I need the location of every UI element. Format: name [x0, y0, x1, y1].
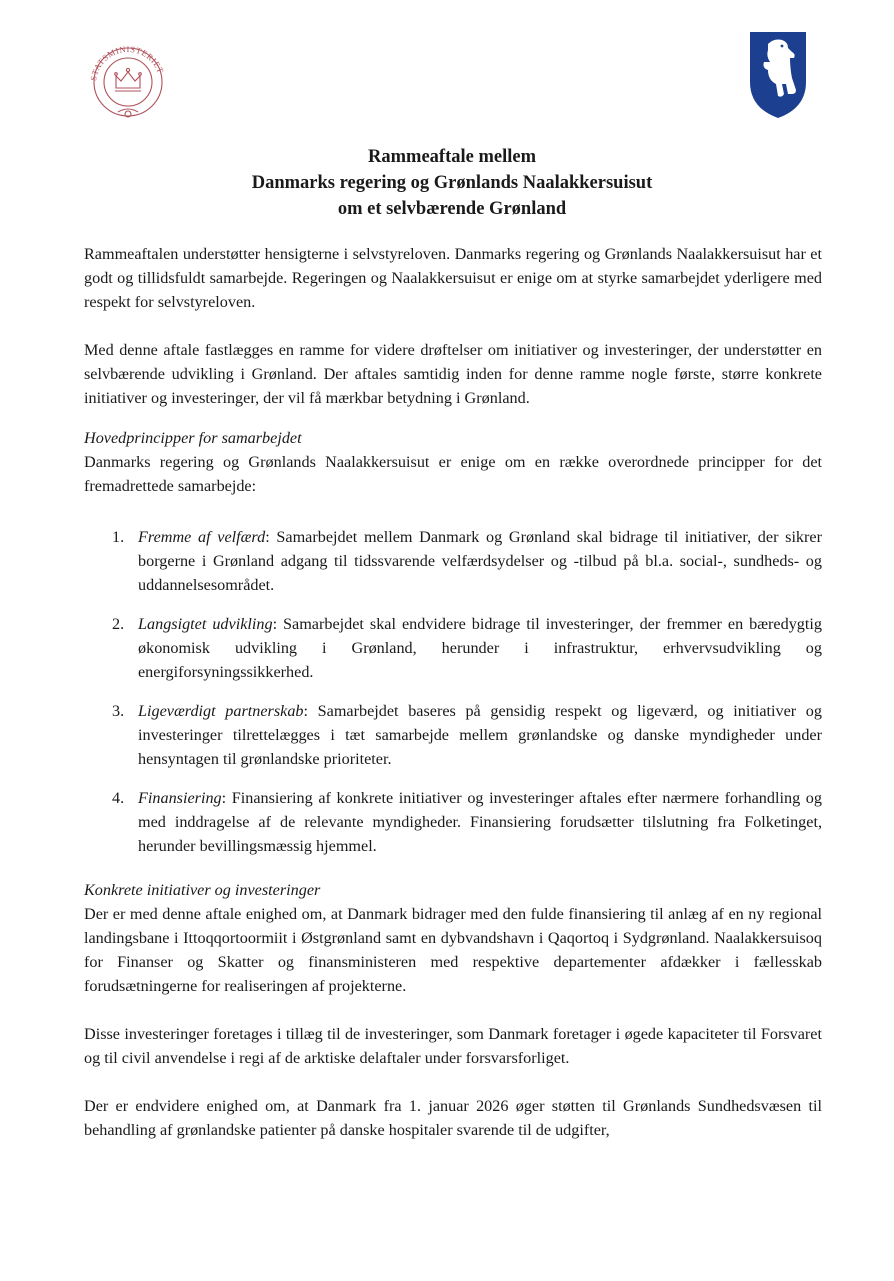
list-item-text: : Samarbejdet baseres på gensidig respekt og ligeværd, og initiativer og investeringer tilrettelægges i tæt samarbejde mellem grønlandske og danske myndigheder under hensyntagen til grønlandske prioriteter. [138, 702, 822, 768]
list-item-term: Finansiering [138, 789, 222, 807]
title-line-3: om et selvbærende Grønland [337, 199, 567, 219]
title-line-2: Danmarks regering og Grønlands Naalakkersuisut [251, 173, 653, 193]
initiatives-paragraph-1: Der er med denne aftale enighed om, at Danmark bidrager med den fulde finansiering til anlæg af en ny regional landingsbane i Ittoqqortoormiit i Østgrønland samt en dybvandshavn i Qaqortoq i Sydgrønland. Naalakkersuisoq for Finanser og Skatter og finansministeren med respektive departementer afdækker i fællesskab forudsætningerne for realiseringen af projekterne. [84, 905, 822, 995]
list-item [84, 699, 822, 771]
list-item-text: : Samarbejdet skal endvidere bidrage til investeringer, der fremmer en bæredygtig økonomisk udvikling i Grønland, herunder i infrastruktur, erhvervsudvikling og energiforsyningssikkerhed. [138, 615, 822, 681]
title-line-1: Rammeaftale mellem [368, 147, 536, 167]
section-heading-initiatives: Konkrete initiativer og investeringer [84, 881, 321, 899]
document-body [84, 242, 822, 1142]
initiatives-paragraph-2: Disse investeringer foretages i tillæg til de investeringer, som Danmark foretager i øgede kapaciteter til Forsvaret og til civil anvendelse i regi af de arktiske delaftaler under forsvarsforliget. [84, 1025, 822, 1067]
svg-text:STATSMINISTERIET: STATSMINISTERIET [88, 43, 166, 82]
list-item-number: 2. [112, 615, 125, 633]
list-item-term: Ligeværdigt partnerskab [138, 702, 304, 720]
list-item-term: Fremme af velfærd [138, 528, 266, 546]
statsministeriet-seal-logo [82, 42, 174, 122]
list-item [84, 612, 822, 684]
list-item-number: 4. [112, 789, 125, 807]
list-item-number: 1. [112, 528, 125, 546]
polar-bear-shield-icon [746, 28, 810, 120]
list-item-number: 3. [112, 702, 125, 720]
document-title [82, 144, 822, 222]
intro-paragraph-2: Med denne aftale fastlægges en ramme for videre drøftelser om initiativer og investeringer, der understøtter en selvbærende udvikling i Grønland. Der aftales samtidig inden for denne ramme nogle første, større konkrete initiativer og investeringer, der vil få mærkbar betydning i Grønland. [84, 341, 822, 407]
intro-paragraph-1: Rammeaftalen understøtter hensigterne i selvstyreloven. Danmarks regering og Grønlands Naalakkersuisut har et godt og tillidsfuldt samarbejde. Regeringen og Naalakkersuisut er enige om at styrke samarbejdet yderligere med respekt for selvstyreloven. [84, 245, 822, 311]
list-item-text: : Samarbejdet mellem Danmark og Grønland skal bidrage til initiativer, der sikrer borgerne i Grønland adgang til tidssvarende velfærdsydelser og -tilbud på bl.a. social-, sundheds- og uddannelsesområdet. [138, 528, 822, 594]
list-item [84, 525, 822, 597]
principles-list [84, 525, 822, 858]
greenland-coat-of-arms-logo [746, 28, 810, 120]
initiatives-paragraph-3: Der er endvidere enighed om, at Danmark fra 1. januar 2026 øger støtten til Grønlands Sundhedsvæsen til behandling af grønlandske patienter på danske hospitaler svarende til de udgifter, [84, 1097, 822, 1139]
list-item-text: : Finansiering af konkrete initiativer og investeringer aftales efter nærmere forhandling og med inddragelse af de relevante myndigheder. Finansiering forudsætter tilslutning fra Folketinget, herunder bevillingsmæssig hjemmel. [138, 789, 822, 855]
list-item [84, 786, 822, 858]
principles-lead-paragraph: Danmarks regering og Grønlands Naalakkersuisut er enige om en række overordnede principper for det fremadrettede samarbejde: [84, 453, 822, 495]
section-heading-principles: Hovedprincipper for samarbejdet [84, 429, 302, 447]
crown-seal-icon [82, 42, 174, 122]
list-item-term: Langsigtet udvikling [138, 615, 273, 633]
